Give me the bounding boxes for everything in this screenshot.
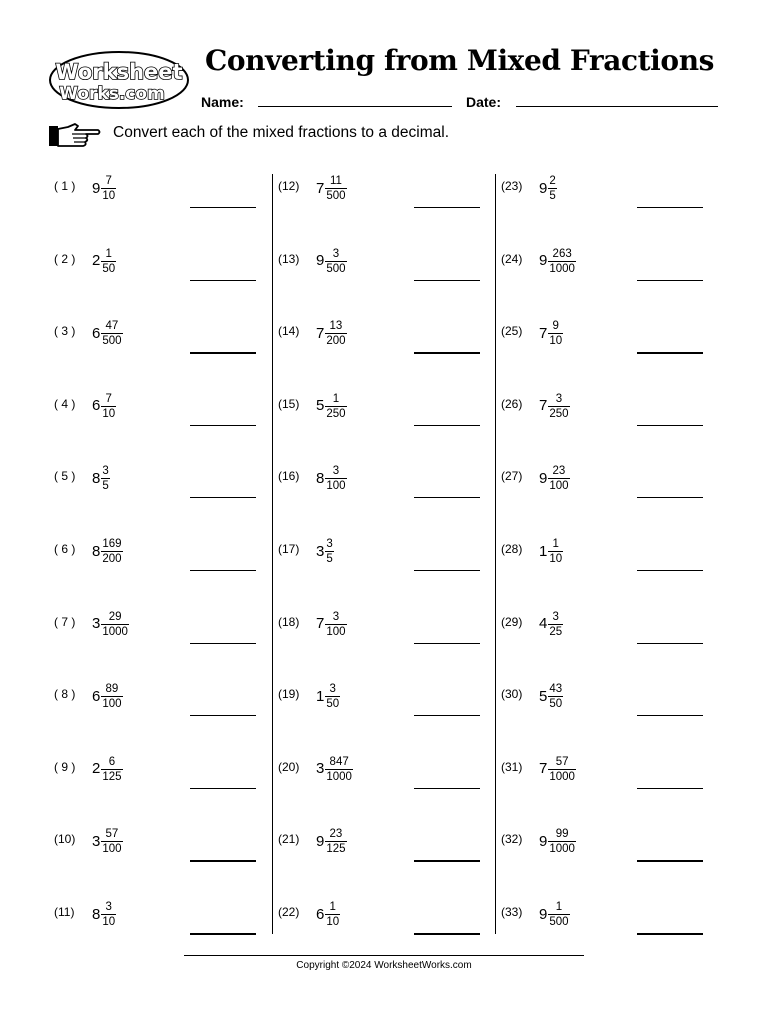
fraction	[325, 537, 333, 566]
denominator: 10	[549, 335, 563, 348]
fraction	[101, 319, 122, 348]
fraction	[325, 827, 346, 856]
mixed-fraction	[316, 458, 347, 498]
fraction	[548, 537, 563, 566]
mixed-fraction	[92, 676, 123, 716]
denominator: 1000	[549, 843, 575, 856]
problem-number: (18)	[278, 614, 300, 629]
denominator: 50	[326, 698, 340, 711]
denominator: 10	[102, 916, 116, 928]
denominator: 125	[102, 770, 122, 783]
fraction	[325, 755, 353, 784]
worksheet-title: Converting from Mixed Fractions	[205, 44, 715, 77]
numerator: 99	[555, 828, 569, 841]
denominator: 125	[326, 843, 346, 856]
whole-number: 9	[92, 179, 101, 197]
whole-number: 2	[92, 760, 101, 778]
whole-number: 7	[316, 324, 325, 342]
fraction	[325, 682, 340, 711]
numerator: 1	[105, 247, 112, 260]
copyright-text: Copyright ©2024 WorksheetWorks.com	[296, 960, 472, 971]
whole-number: 7	[539, 760, 548, 778]
numerator: 3	[105, 901, 112, 913]
pointing-hand-icon	[48, 122, 102, 148]
problem-item	[278, 894, 498, 952]
answer-line[interactable]	[414, 207, 480, 208]
mixed-fraction	[92, 894, 116, 934]
problem-item	[278, 386, 498, 444]
problem-item	[54, 458, 274, 516]
mixed-fraction	[316, 313, 347, 353]
fraction	[548, 464, 569, 493]
fraction	[548, 827, 576, 856]
answer-line[interactable]	[637, 715, 703, 716]
problem-number: (31)	[501, 759, 523, 774]
problem-item	[54, 676, 274, 734]
mixed-fraction	[316, 894, 340, 934]
problem-item	[278, 168, 498, 226]
whole-number: 9	[316, 252, 325, 270]
denominator: 100	[326, 480, 346, 493]
numerator: 1	[329, 901, 336, 913]
mixed-fraction	[316, 386, 347, 426]
mixed-fraction	[539, 821, 576, 861]
mixed-fraction	[92, 241, 116, 281]
whole-number: 7	[539, 324, 548, 342]
problem-number: ( 8 )	[54, 687, 76, 702]
problem-number: (22)	[278, 905, 300, 919]
problem-item	[54, 749, 274, 807]
problem-number: (16)	[278, 469, 300, 484]
problem-item	[278, 604, 498, 662]
problem-item	[501, 168, 721, 226]
numerator: 57	[105, 828, 119, 841]
answer-line[interactable]	[190, 860, 256, 862]
mixed-fraction	[92, 458, 110, 498]
problem-number: (20)	[278, 759, 300, 774]
problem-item	[501, 386, 721, 444]
numerator: 3	[102, 465, 109, 478]
name-label: Name:	[201, 94, 244, 110]
fraction	[325, 900, 340, 929]
answer-line[interactable]	[637, 570, 703, 571]
whole-number: 9	[539, 905, 548, 923]
mixed-fraction	[316, 168, 347, 208]
answer-line[interactable]	[190, 352, 256, 354]
problem-number: (25)	[501, 324, 523, 339]
answer-line[interactable]	[637, 352, 703, 354]
numerator: 1	[555, 901, 563, 913]
fraction	[548, 682, 563, 711]
numerator: 43	[549, 683, 563, 696]
answer-line[interactable]	[414, 425, 480, 426]
mixed-fraction	[539, 894, 570, 934]
problem-item	[54, 241, 274, 299]
numerator: 3	[326, 538, 333, 550]
whole-number: 6	[92, 324, 101, 342]
numerator: 3	[555, 392, 563, 405]
mixed-fraction	[539, 749, 576, 789]
answer-line[interactable]	[190, 425, 256, 426]
denominator: 100	[102, 843, 122, 856]
whole-number: 3	[316, 542, 325, 560]
answer-line[interactable]	[414, 860, 480, 862]
fraction	[101, 827, 122, 856]
whole-number: 6	[316, 905, 325, 923]
problem-number: (19)	[278, 687, 300, 702]
mixed-fraction	[92, 531, 123, 571]
denominator: 5	[326, 553, 333, 565]
mixed-fraction	[539, 604, 563, 644]
numerator: 847	[329, 755, 349, 768]
numerator: 3	[552, 610, 559, 623]
whole-number: 3	[92, 832, 101, 850]
mixed-fraction	[92, 604, 129, 644]
answer-line[interactable]	[190, 497, 256, 498]
fraction	[548, 174, 556, 203]
fraction	[101, 610, 129, 639]
fraction	[101, 682, 122, 711]
problem-item	[501, 241, 721, 299]
problem-item	[278, 313, 498, 371]
mixed-fraction	[92, 749, 123, 789]
denominator: 1000	[102, 625, 128, 638]
problem-number: (13)	[278, 251, 300, 266]
numerator: 3	[332, 465, 340, 478]
denominator: 1000	[549, 770, 575, 783]
whole-number: 6	[92, 687, 101, 705]
mixed-fraction	[316, 676, 340, 716]
whole-number: 9	[539, 832, 548, 850]
answer-line[interactable]	[190, 570, 256, 571]
whole-number: 5	[316, 397, 325, 415]
problem-item	[501, 821, 721, 879]
numerator: 169	[102, 538, 122, 550]
numerator: 7	[105, 392, 112, 405]
date-label: Date:	[466, 94, 502, 110]
answer-line[interactable]	[414, 788, 480, 789]
denominator: 500	[326, 262, 346, 275]
mixed-fraction	[316, 531, 334, 571]
problem-item	[278, 821, 498, 879]
denominator: 200	[326, 335, 346, 348]
problem-item	[501, 313, 721, 371]
problem-number: (17)	[278, 542, 300, 556]
answer-line[interactable]	[190, 715, 256, 716]
mixed-fraction	[316, 821, 347, 861]
fraction	[325, 174, 346, 203]
numerator: 1	[552, 538, 559, 550]
fraction	[548, 247, 576, 276]
mixed-fraction	[539, 676, 563, 716]
denominator: 500	[549, 916, 569, 928]
whole-number: 8	[92, 469, 101, 487]
problem-number: ( 2 )	[54, 251, 76, 266]
date-field-line	[516, 106, 718, 107]
fraction	[101, 537, 122, 566]
fraction	[548, 392, 569, 421]
problem-number: (10)	[54, 832, 76, 847]
answer-line[interactable]	[414, 280, 480, 281]
whole-number: 7	[539, 397, 548, 415]
whole-number: 4	[539, 615, 548, 633]
problem-number: (14)	[278, 324, 300, 339]
numerator: 13	[329, 320, 343, 333]
denominator: 50	[549, 698, 563, 711]
logo-line-1: Worksheet	[55, 60, 183, 84]
answer-line[interactable]	[637, 425, 703, 426]
answer-line[interactable]	[637, 933, 703, 935]
problem-number: ( 9 )	[54, 759, 76, 774]
answer-line[interactable]	[190, 933, 256, 935]
mixed-fraction	[316, 749, 353, 789]
problem-number: (33)	[501, 905, 523, 919]
numerator: 3	[332, 610, 340, 623]
numerator: 9	[552, 320, 559, 333]
fraction	[101, 174, 116, 203]
answer-line[interactable]	[414, 933, 480, 935]
mixed-fraction	[539, 386, 570, 426]
fraction	[325, 610, 346, 639]
denominator: 10	[326, 916, 340, 928]
problem-item	[278, 749, 498, 807]
mixed-fraction	[92, 313, 123, 353]
footer-rule	[184, 955, 584, 956]
whole-number: 8	[316, 469, 325, 487]
problem-number: (26)	[501, 396, 523, 411]
mixed-fraction	[316, 241, 347, 281]
name-field-line	[258, 106, 452, 107]
numerator: 1	[332, 392, 340, 405]
logo-line-2: Works.com	[59, 84, 165, 104]
denominator: 500	[326, 190, 346, 202]
answer-line[interactable]	[190, 207, 256, 208]
fraction	[548, 319, 563, 348]
problem-number: (32)	[501, 832, 523, 847]
numerator: 89	[105, 683, 119, 696]
answer-line[interactable]	[637, 643, 703, 644]
problem-number: ( 7 )	[54, 614, 76, 629]
fraction	[325, 464, 346, 493]
denominator: 250	[326, 407, 346, 420]
whole-number: 8	[92, 905, 101, 923]
problem-item	[54, 313, 274, 371]
answer-line[interactable]	[637, 788, 703, 789]
denominator: 100	[326, 625, 346, 638]
fraction	[548, 755, 576, 784]
whole-number: 9	[539, 179, 548, 197]
problem-item	[501, 458, 721, 516]
numerator: 3	[332, 247, 340, 260]
numerator: 57	[555, 755, 569, 768]
numerator: 47	[105, 320, 119, 333]
mixed-fraction	[92, 168, 116, 208]
problem-item	[278, 458, 498, 516]
answer-line[interactable]	[414, 715, 480, 716]
whole-number: 9	[316, 832, 325, 850]
problem-number: ( 5 )	[54, 469, 76, 484]
mixed-fraction	[316, 604, 347, 644]
fraction	[101, 755, 122, 784]
numerator: 3	[329, 683, 336, 696]
problem-item	[501, 531, 721, 589]
whole-number: 5	[539, 687, 548, 705]
mixed-fraction	[539, 458, 570, 498]
denominator: 10	[102, 190, 116, 202]
whole-number: 7	[316, 179, 325, 197]
answer-line[interactable]	[637, 860, 703, 862]
denominator: 5	[102, 480, 109, 493]
problem-item	[54, 604, 274, 662]
fraction	[325, 319, 346, 348]
problem-item	[54, 894, 274, 952]
whole-number: 9	[539, 252, 548, 270]
answer-line[interactable]	[414, 497, 480, 498]
answer-line[interactable]	[190, 643, 256, 644]
denominator: 100	[549, 480, 569, 493]
fraction	[101, 900, 116, 929]
problem-item	[54, 531, 274, 589]
problem-number: (15)	[278, 396, 300, 411]
worksheetworks-logo	[48, 50, 190, 110]
problem-item	[501, 676, 721, 734]
numerator: 2	[549, 175, 556, 187]
problem-item	[501, 604, 721, 662]
whole-number: 3	[316, 760, 325, 778]
problem-item	[278, 676, 498, 734]
fraction	[548, 900, 569, 929]
numerator: 6	[108, 755, 116, 768]
problem-number: (21)	[278, 832, 300, 847]
whole-number: 9	[539, 469, 548, 487]
problem-number: (23)	[501, 179, 523, 193]
problem-number: (27)	[501, 469, 523, 484]
denominator: 500	[102, 335, 122, 348]
whole-number: 6	[92, 397, 101, 415]
denominator: 10	[549, 553, 563, 565]
fraction	[548, 610, 563, 639]
numerator: 23	[329, 828, 343, 841]
problem-number: (28)	[501, 542, 523, 556]
fraction	[325, 247, 346, 276]
whole-number: 7	[316, 615, 325, 633]
fraction	[101, 247, 116, 276]
answer-line[interactable]	[414, 643, 480, 644]
answer-line[interactable]	[414, 352, 480, 354]
answer-line[interactable]	[190, 788, 256, 789]
mixed-fraction	[92, 821, 123, 861]
answer-line[interactable]	[637, 497, 703, 498]
fraction	[101, 392, 116, 421]
denominator: 10	[102, 407, 116, 420]
whole-number: 1	[539, 542, 548, 560]
denominator: 1000	[549, 262, 575, 275]
numerator: 7	[105, 175, 112, 187]
denominator: 100	[102, 698, 122, 711]
denominator: 1000	[326, 770, 352, 783]
fraction	[101, 464, 109, 493]
numerator: 23	[552, 465, 566, 478]
whole-number: 3	[92, 615, 101, 633]
denominator: 250	[549, 407, 569, 420]
problem-item	[54, 168, 274, 226]
denominator: 50	[102, 262, 116, 275]
problem-number: (12)	[278, 179, 300, 193]
mixed-fraction	[539, 241, 576, 281]
problem-number: (11)	[54, 905, 75, 919]
fraction	[325, 392, 346, 421]
numerator: 263	[552, 247, 572, 260]
answer-line[interactable]	[414, 570, 480, 571]
problem-number: (30)	[501, 687, 523, 702]
problem-item	[54, 386, 274, 444]
answer-line[interactable]	[637, 280, 703, 281]
numerator: 11	[329, 175, 342, 187]
problem-number: ( 3 )	[54, 324, 76, 339]
problem-item	[278, 531, 498, 589]
problem-item	[278, 241, 498, 299]
whole-number: 1	[316, 687, 325, 705]
mixed-fraction	[539, 313, 563, 353]
problem-number: (24)	[501, 251, 523, 266]
problem-item	[54, 821, 274, 879]
denominator: 200	[102, 553, 122, 565]
problem-number: (29)	[501, 614, 523, 629]
mixed-fraction	[539, 168, 557, 208]
problem-number: ( 6 )	[54, 542, 76, 556]
whole-number: 8	[92, 542, 101, 560]
numerator: 29	[108, 610, 122, 623]
problem-number: ( 4 )	[54, 396, 76, 411]
problem-number: ( 1 )	[54, 179, 76, 193]
answer-line[interactable]	[637, 207, 703, 208]
mixed-fraction	[539, 531, 563, 571]
mixed-fraction	[92, 386, 116, 426]
denominator: 25	[549, 625, 563, 638]
problem-item	[501, 894, 721, 952]
whole-number: 2	[92, 252, 101, 270]
instructions-text: Convert each of the mixed fractions to a decimal.	[113, 124, 449, 141]
problem-item	[501, 749, 721, 807]
answer-line[interactable]	[190, 280, 256, 281]
denominator: 5	[549, 190, 556, 202]
